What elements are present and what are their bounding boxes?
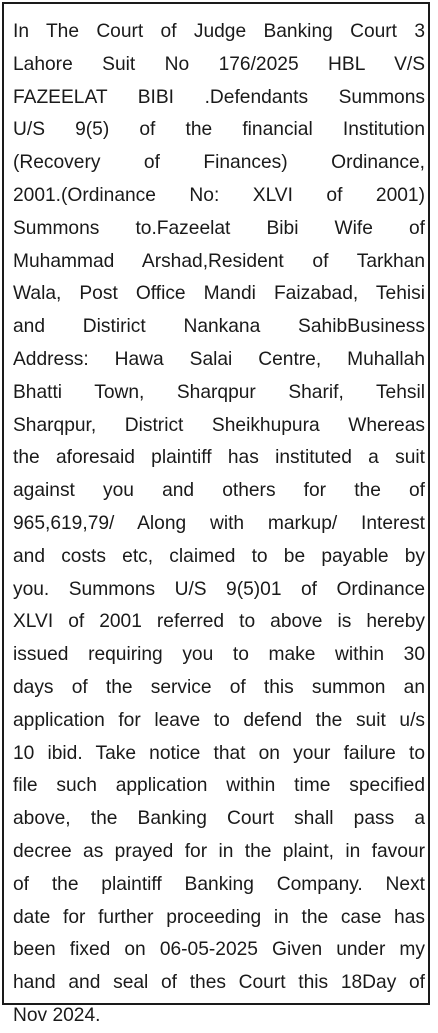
notice-line: hand and seal of thes Court this 18Day of bbox=[13, 972, 425, 994]
notice-line: and Distirict Nankana SahibBusiness bbox=[13, 316, 425, 338]
notice-line: the aforesaid plaintiff has instituted a suit bbox=[13, 447, 425, 469]
notice-border bbox=[2, 2, 430, 1026]
summons-notice-text bbox=[13, 16, 425, 1033]
notice-line: Address: Hawa Salai Centre, Muhallah bbox=[13, 348, 425, 370]
notice-line: U/S 9(5) of the financial Institution bbox=[13, 119, 425, 141]
notice-line: Sharqpur, District Sheikhupura Whereas bbox=[13, 414, 425, 436]
notice-line: 10 ibid. Take notice that on your failure to bbox=[13, 742, 425, 764]
notice-line: been fixed on 06-05-2025 Given under my bbox=[13, 939, 425, 961]
notice-line: application for leave to defend the suit u/s bbox=[13, 709, 425, 731]
notice-line: decree as prayed for in the plaint, in favour bbox=[13, 840, 425, 862]
notice-line: days of the service of this summon an bbox=[13, 676, 425, 698]
notice-line: you. Summons U/S 9(5)01 of Ordinance bbox=[13, 578, 425, 600]
notice-line: Lahore Suit No 176/2025 HBL V/S bbox=[13, 53, 425, 75]
notice-line: Muhammad Arshad,Resident of Tarkhan bbox=[13, 250, 425, 272]
notice-line: issued requiring you to make within 30 bbox=[13, 644, 425, 666]
notice-line: (Recovery of Finances) Ordinance, bbox=[13, 152, 425, 174]
notice-line: file such application within time specified bbox=[13, 775, 425, 797]
notice-line: and costs etc, claimed to be payable by bbox=[13, 545, 425, 567]
notice-line: In The Court of Judge Banking Court 3 bbox=[13, 21, 425, 42]
notice-line: date for further proceeding in the case has bbox=[13, 906, 425, 928]
notice-line: Summons to.Fazeelat Bibi Wife of bbox=[13, 217, 425, 239]
notice-line: Wala, Post Office Mandi Faizabad, Tehisi bbox=[13, 283, 425, 305]
notice-line: 965,619,79/ Along with markup/ Interest bbox=[13, 512, 425, 534]
notice-line: 2001.(Ordinance No: XLVI of 2001) bbox=[13, 184, 425, 206]
notice-line: Nov 2024. bbox=[13, 1004, 101, 1026]
notice-line: above, the Banking Court shall pass a bbox=[13, 808, 425, 830]
notice-line: XLVI of 2001 referred to above is hereby bbox=[13, 611, 425, 633]
notice-line: of the plaintiff Banking Company. Next bbox=[13, 873, 425, 895]
notice-line: against you and others for the of bbox=[13, 480, 425, 502]
notice-line: Bhatti Town, Sharqpur Sharif, Tehsil bbox=[13, 381, 425, 403]
notice-line: FAZEELAT BIBI .Defendants Summons bbox=[13, 86, 425, 108]
